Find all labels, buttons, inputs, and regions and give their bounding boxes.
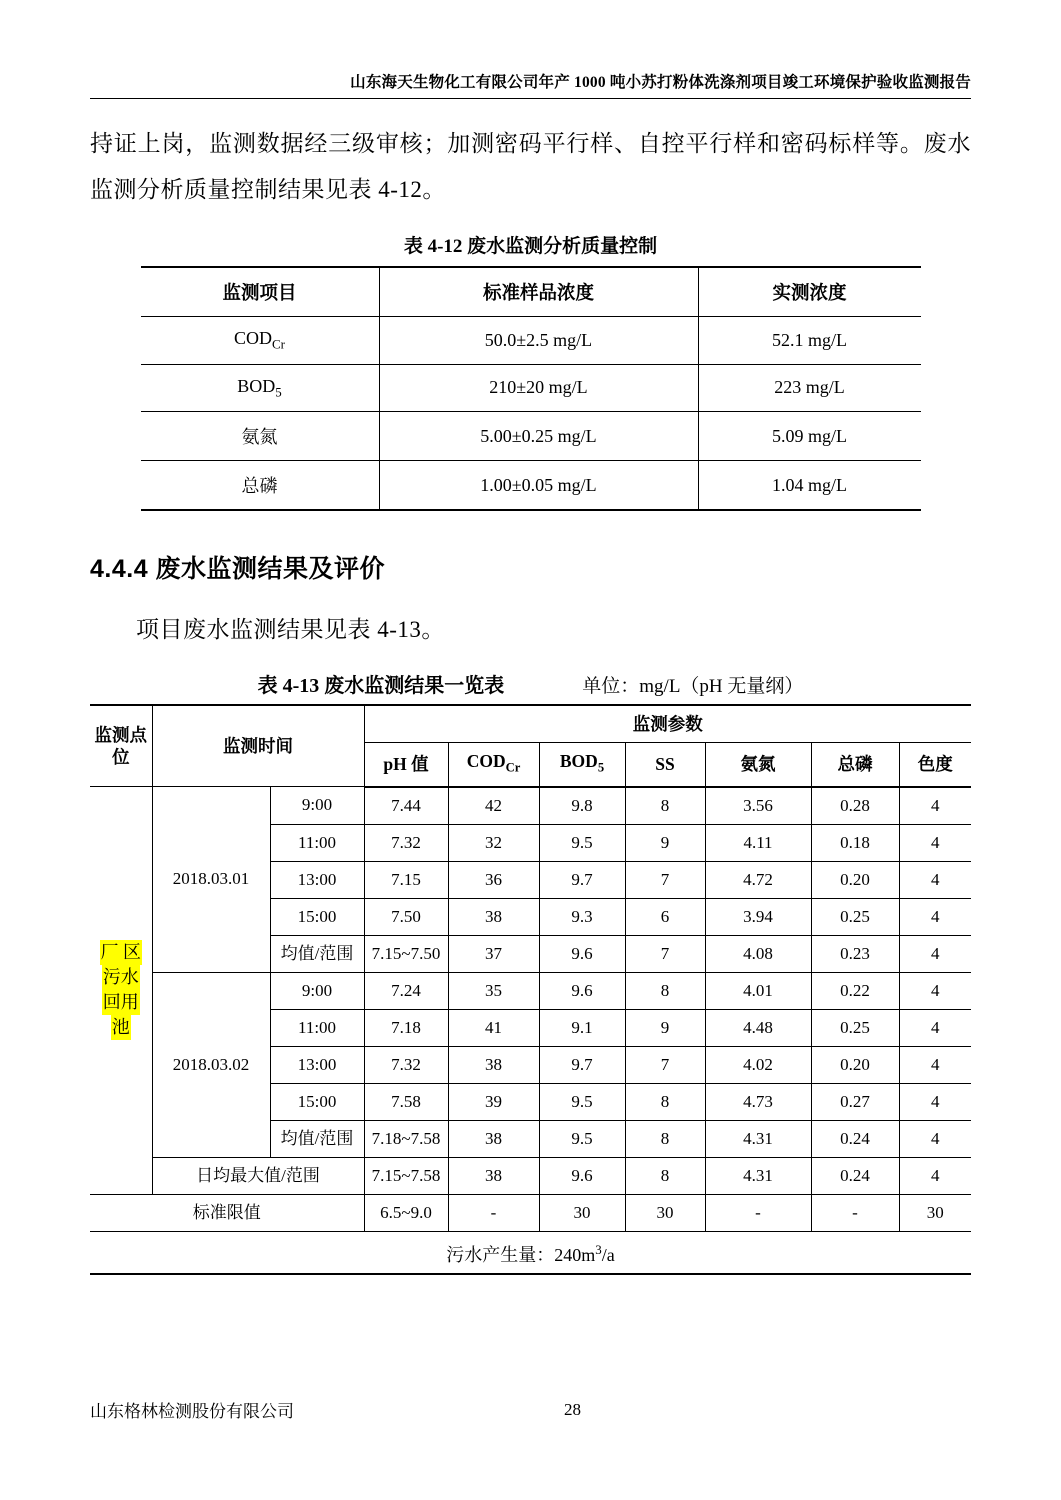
- cell-time: 15:00: [270, 898, 364, 935]
- cell-bod: 9.8: [539, 787, 625, 825]
- col-header-standard: 标准样品浓度: [379, 267, 698, 317]
- cell-nh3: 4.11: [705, 824, 811, 861]
- col-header-ph: pH 值: [364, 743, 448, 787]
- cell-daily-max-label: 日均最大值/范围: [152, 1157, 364, 1194]
- cell-ph: 7.24: [364, 972, 448, 1009]
- cell-color: 4: [899, 1009, 971, 1046]
- table-413-caption: 表 4-13 废水监测结果一览表: [257, 675, 505, 698]
- cell-item-base: BOD: [237, 375, 276, 396]
- cell-ph: 7.32: [364, 824, 448, 861]
- col-header-tp: 总磷: [811, 743, 899, 787]
- cell-item: 氨氮: [141, 412, 380, 461]
- cell-color: 4: [899, 1120, 971, 1157]
- cell-cod: 37: [448, 935, 539, 972]
- cell-color: 4: [899, 787, 971, 825]
- page-footer: [90, 1397, 971, 1422]
- col-header-site: 监测点位: [90, 705, 152, 787]
- cell-ss: 30: [625, 1194, 705, 1231]
- col-header-color: 色度: [899, 743, 971, 787]
- cell-bod: 9.1: [539, 1009, 625, 1046]
- cell-ss: 7: [625, 1046, 705, 1083]
- cell-bod: 9.5: [539, 1120, 625, 1157]
- cell-ph: 7.32: [364, 1046, 448, 1083]
- footnote-base: 污水产生量：240m: [446, 1244, 596, 1265]
- cell-nh3: 4.48: [705, 1009, 811, 1046]
- cell-tp: 0.23: [811, 935, 899, 972]
- table-413-unit-note: 单位：mg/L（pH 无量纲）: [582, 676, 804, 698]
- cell-nh3: 4.72: [705, 861, 811, 898]
- cell-tp: 0.22: [811, 972, 899, 1009]
- cell-ph: 7.18~7.58: [364, 1120, 448, 1157]
- cell-cod: 38: [448, 1046, 539, 1083]
- cell-item-base: COD: [234, 328, 273, 348]
- cell-ss: 7: [625, 935, 705, 972]
- cell-cod: 38: [448, 1157, 539, 1194]
- cell-time: 均值/范围: [270, 1120, 364, 1157]
- table-412: [141, 266, 921, 511]
- cell-measured: 52.1 mg/L: [698, 317, 921, 365]
- cell-ss: 9: [625, 1009, 705, 1046]
- cell-color: 4: [899, 935, 971, 972]
- table-row: [90, 972, 971, 1009]
- col-header-cod: [448, 743, 539, 787]
- cell-time: 13:00: [270, 861, 364, 898]
- col-header-ss: SS: [625, 743, 705, 787]
- cell-nh3: 3.56: [705, 787, 811, 825]
- cell-site-label: [90, 787, 152, 1195]
- cell-ss: 8: [625, 787, 705, 825]
- cell-item: 总磷: [141, 461, 380, 511]
- cell-cod: 32: [448, 824, 539, 861]
- header-divider: [90, 98, 971, 99]
- col-header-item: 监测项目: [141, 267, 380, 317]
- cell-ph: 7.18: [364, 1009, 448, 1046]
- site-label-line-1: 厂 区: [100, 940, 143, 965]
- cell-item: [141, 364, 380, 412]
- cell-tp: 0.25: [811, 898, 899, 935]
- cell-tp: 0.20: [811, 861, 899, 898]
- cell-ss: 8: [625, 1157, 705, 1194]
- cell-ph: 7.50: [364, 898, 448, 935]
- cell-item: [141, 317, 380, 365]
- cell-bod: 9.5: [539, 824, 625, 861]
- cell-measured: 223 mg/L: [698, 364, 921, 412]
- cell-time: 13:00: [270, 1046, 364, 1083]
- cell-ss: 7: [625, 861, 705, 898]
- cell-measured: 1.04 mg/L: [698, 461, 921, 511]
- col-header-bod-sub: 5: [597, 760, 605, 775]
- cell-nh3: -: [705, 1194, 811, 1231]
- col-header-params-group: 监测参数: [364, 705, 971, 743]
- cell-tp: 0.24: [811, 1120, 899, 1157]
- table-row: [141, 364, 921, 412]
- cell-bod: 9.6: [539, 1157, 625, 1194]
- paragraph-quality-control: 持证上岗，监测数据经三级审核；加测密码平行样、自控平行样和密码标样等。废水监测分析质量控制结果见表 4-12。: [90, 131, 971, 202]
- cell-tp: 0.25: [811, 1009, 899, 1046]
- site-label-line-4: 池: [111, 1015, 131, 1040]
- col-header-cod-sub: Cr: [505, 760, 521, 775]
- cell-color: 4: [899, 824, 971, 861]
- cell-ss: 8: [625, 1120, 705, 1157]
- cell-footnote: [90, 1231, 971, 1274]
- cell-ss: 8: [625, 1083, 705, 1120]
- cell-standard: 210±20 mg/L: [379, 364, 698, 412]
- table-row: [90, 705, 971, 743]
- cell-cod: 35: [448, 972, 539, 1009]
- section-heading: 4.4.4 废水监测结果及评价: [90, 555, 386, 584]
- cell-nh3: 4.08: [705, 935, 811, 972]
- cell-ph: 7.58: [364, 1083, 448, 1120]
- cell-standard: 50.0±2.5 mg/L: [379, 317, 698, 365]
- col-header-cod-base: COD: [466, 751, 506, 772]
- footer-page-number: 28: [564, 1399, 581, 1419]
- cell-ph: 7.15: [364, 861, 448, 898]
- cell-time: 11:00: [270, 824, 364, 861]
- cell-ph: 7.15~7.58: [364, 1157, 448, 1194]
- cell-tp: 0.24: [811, 1157, 899, 1194]
- table-row: [141, 461, 921, 511]
- cell-item-sub: 5: [275, 384, 282, 400]
- col-header-bod-base: BOD: [559, 751, 598, 772]
- cell-nh3: 4.02: [705, 1046, 811, 1083]
- cell-standard: 1.00±0.05 mg/L: [379, 461, 698, 511]
- cell-ph: 7.15~7.50: [364, 935, 448, 972]
- table-row: [90, 1157, 971, 1194]
- cell-color: 4: [899, 898, 971, 935]
- table-row: [90, 787, 971, 825]
- running-title: 山东海天生物化工有限公司年产 1000 吨小苏打粉体洗涤剂项目竣工环境保护验收监测报告: [350, 74, 971, 91]
- cell-tp: 0.27: [811, 1083, 899, 1120]
- cell-nh3: 4.31: [705, 1120, 811, 1157]
- cell-standard: 5.00±0.25 mg/L: [379, 412, 698, 461]
- table-row: [90, 1231, 971, 1274]
- cell-time: 11:00: [270, 1009, 364, 1046]
- footnote-sup: 3: [595, 1241, 602, 1257]
- cell-measured: 5.09 mg/L: [698, 412, 921, 461]
- cell-tp: 0.18: [811, 824, 899, 861]
- cell-cod: 42: [448, 787, 539, 825]
- col-header-measured: 实测浓度: [698, 267, 921, 317]
- table-row: [141, 267, 921, 317]
- cell-color: 30: [899, 1194, 971, 1231]
- table-413: [90, 704, 971, 1275]
- cell-ph: 6.5~9.0: [364, 1194, 448, 1231]
- page-header: [90, 0, 971, 99]
- cell-bod: 9.7: [539, 1046, 625, 1083]
- cell-time: 9:00: [270, 972, 364, 1009]
- cell-standard-limit-label: 标准限值: [90, 1194, 364, 1231]
- cell-ss: 8: [625, 972, 705, 1009]
- cell-tp: -: [811, 1194, 899, 1231]
- col-header-bod: [539, 743, 625, 787]
- cell-bod: 9.6: [539, 972, 625, 1009]
- cell-color: 4: [899, 1046, 971, 1083]
- table-412-caption: 表 4-12 废水监测分析质量控制: [403, 236, 658, 257]
- cell-item-sub: Cr: [272, 336, 285, 352]
- col-header-time: 监测时间: [152, 705, 364, 787]
- cell-nh3: 3.94: [705, 898, 811, 935]
- site-label-line-2: 污水: [102, 965, 140, 990]
- cell-color: 4: [899, 1083, 971, 1120]
- cell-tp: 0.20: [811, 1046, 899, 1083]
- table-row: [141, 412, 921, 461]
- site-label-line-3: 回用: [102, 990, 140, 1015]
- cell-color: 4: [899, 972, 971, 1009]
- cell-bod: 9.5: [539, 1083, 625, 1120]
- cell-ss: 9: [625, 824, 705, 861]
- cell-bod: 30: [539, 1194, 625, 1231]
- cell-nh3: 4.73: [705, 1083, 811, 1120]
- cell-date: 2018.03.01: [152, 787, 270, 973]
- cell-time: 9:00: [270, 787, 364, 825]
- cell-ss: 6: [625, 898, 705, 935]
- table-413-caption-row: [90, 669, 971, 698]
- cell-bod: 9.6: [539, 935, 625, 972]
- cell-cod: 39: [448, 1083, 539, 1120]
- cell-color: 4: [899, 861, 971, 898]
- cell-date: 2018.03.02: [152, 972, 270, 1157]
- cell-color: 4: [899, 1157, 971, 1194]
- table-row: [90, 1194, 971, 1231]
- cell-cod: 38: [448, 1120, 539, 1157]
- cell-cod: 38: [448, 898, 539, 935]
- footnote-tail: /a: [601, 1244, 615, 1265]
- cell-nh3: 4.01: [705, 972, 811, 1009]
- cell-tp: 0.28: [811, 787, 899, 825]
- footer-company: 山东格林检测股份有限公司: [90, 1402, 294, 1421]
- cell-cod: -: [448, 1194, 539, 1231]
- cell-cod: 41: [448, 1009, 539, 1046]
- cell-ph: 7.44: [364, 787, 448, 825]
- cell-time: 15:00: [270, 1083, 364, 1120]
- col-header-nh3: 氨氮: [705, 743, 811, 787]
- cell-cod: 36: [448, 861, 539, 898]
- paragraph-wastewater-results: 项目废水监测结果见表 4-13。: [136, 617, 445, 643]
- cell-bod: 9.7: [539, 861, 625, 898]
- table-row: [141, 317, 921, 365]
- cell-nh3: 4.31: [705, 1157, 811, 1194]
- cell-time: 均值/范围: [270, 935, 364, 972]
- cell-bod: 9.3: [539, 898, 625, 935]
